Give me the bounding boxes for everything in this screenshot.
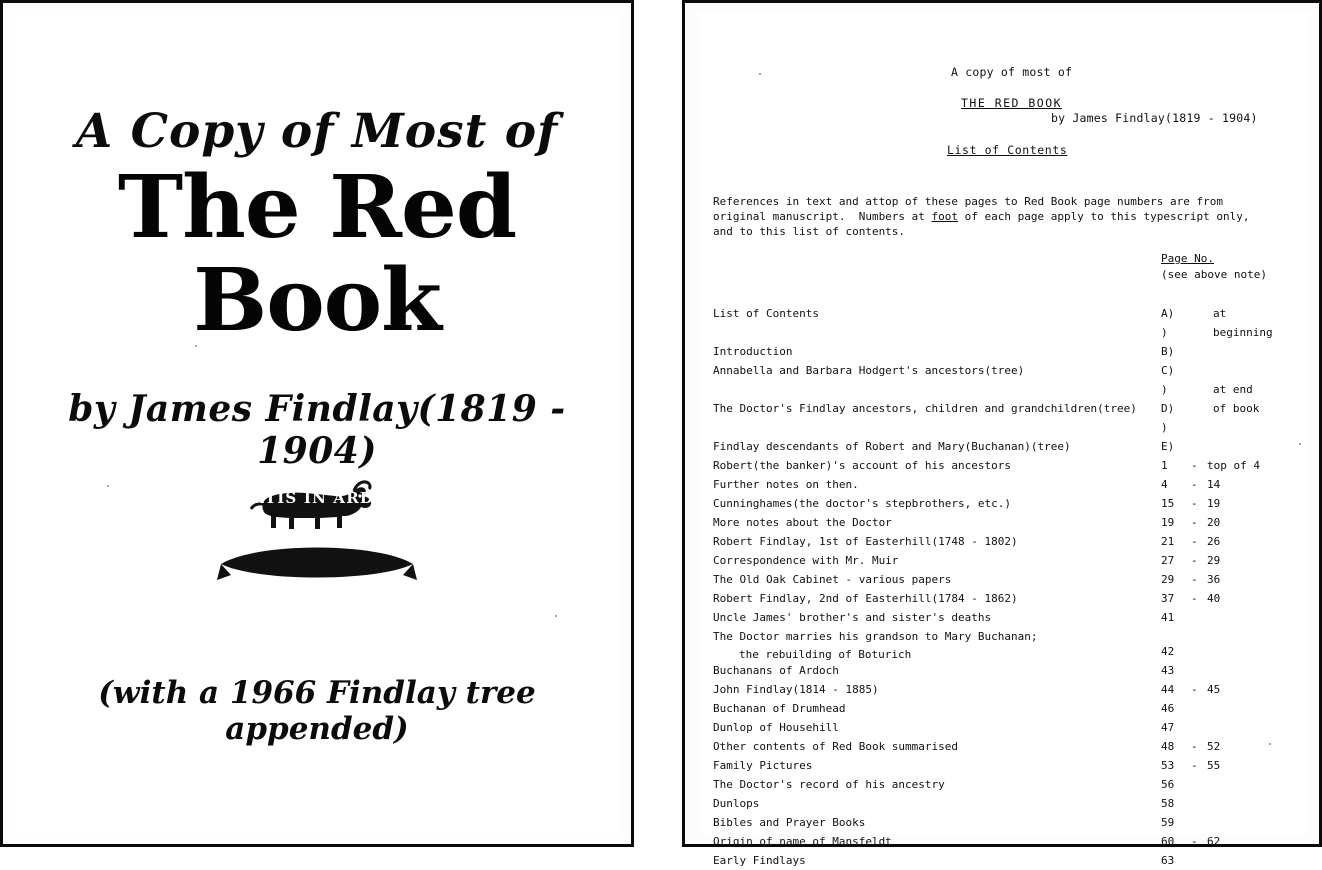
- toc-entry-page-start: D): [1161, 402, 1175, 415]
- toc-entry-title: The Doctor's Findlay ancestors, children and grandchildren(tree): [713, 402, 1137, 415]
- contents-header-author: by James Findlay(1819 - 1904): [1051, 111, 1258, 125]
- toc-entry-page-start: 42: [1161, 645, 1175, 658]
- toc-entry-title: Bibles and Prayer Books: [713, 816, 866, 829]
- toc-entry-page-end: 40: [1207, 592, 1221, 605]
- toc-entry-dash: -: [1191, 683, 1198, 696]
- toc-row: [713, 661, 1301, 680]
- toc-entry-page-end: 14: [1207, 478, 1221, 491]
- toc-entry-page-start: 56: [1161, 778, 1175, 791]
- toc-entry-page-start: 29: [1161, 573, 1175, 586]
- toc-entry-page-start: ): [1161, 326, 1168, 339]
- page-number-column-header: [1161, 251, 1267, 283]
- toc-entry-dash: -: [1191, 497, 1198, 510]
- toc-row: [713, 589, 1301, 608]
- contents-page-inner: [699, 13, 1309, 867]
- toc-row: [713, 718, 1301, 737]
- toc-entry-page-start: 27: [1161, 554, 1175, 567]
- toc-entry-page-start: 44: [1161, 683, 1175, 696]
- toc-row: [713, 851, 1301, 870]
- toc-entry-dash: -: [1191, 516, 1198, 529]
- toc-entry-page-end: 62: [1207, 835, 1221, 848]
- toc-entry-page-start: ): [1161, 383, 1168, 396]
- toc-row: [713, 775, 1301, 794]
- toc-row: [713, 627, 1301, 661]
- table-of-contents: [713, 304, 1301, 870]
- title-line-1: A Copy of Most of: [75, 104, 559, 159]
- toc-row: [713, 756, 1301, 775]
- title-line-2: The Red Book: [117, 157, 517, 352]
- toc-entry-page-start: ): [1161, 421, 1168, 434]
- title-subtitle-line: (with a 1966 Findlay tree appended): [98, 675, 536, 747]
- toc-entry-page-start: 58: [1161, 797, 1175, 810]
- toc-row: [713, 380, 1301, 399]
- toc-entry-page-start: 19: [1161, 516, 1175, 529]
- toc-entry-note: of book: [1213, 402, 1260, 415]
- toc-entry-page-start: C): [1161, 364, 1175, 377]
- toc-entry-page-end: 26: [1207, 535, 1221, 548]
- toc-row: [713, 608, 1301, 627]
- toc-row: [713, 532, 1301, 551]
- toc-row: [713, 813, 1301, 832]
- toc-row: [713, 304, 1301, 323]
- toc-entry-page-start: 46: [1161, 702, 1175, 715]
- toc-entry-page-start: 63: [1161, 854, 1175, 867]
- toc-entry-title: Buchanans of Ardoch: [713, 664, 839, 677]
- toc-entry-title: Early Findlays: [713, 854, 806, 867]
- toc-entry-page-start: E): [1161, 440, 1175, 453]
- title-author-line: by James Findlay(1819 - 1904): [68, 388, 566, 473]
- toc-entry-title: Cunninghames(the doctor's stepbrothers, etc.): [713, 497, 1012, 510]
- toc-entry-title: Correspondence with Mr. Muir: [713, 554, 899, 567]
- toc-entry-note: at end: [1213, 383, 1253, 396]
- toc-entry-dash: -: [1191, 759, 1198, 772]
- toc-entry-title: Dunlops: [713, 797, 760, 810]
- toc-entry-page-start: 21: [1161, 535, 1175, 548]
- toc-row: [713, 342, 1301, 361]
- toc-entry-title: Origin of name of Mansfeldt: [713, 835, 892, 848]
- toc-row: [713, 680, 1301, 699]
- toc-entry-title: Robert Findlay, 2nd of Easterhill(1784 - 1862): [713, 592, 1018, 605]
- toc-entry-page-start: 53: [1161, 759, 1175, 772]
- toc-entry-page-start: 48: [1161, 740, 1175, 753]
- toc-entry-title: More notes about the Doctor: [713, 516, 892, 529]
- toc-entry-dash: -: [1191, 554, 1198, 567]
- toc-row: [713, 494, 1301, 513]
- toc-entry-note: at: [1213, 307, 1227, 320]
- motto-text: FORTIS IN ARDUIS: [225, 489, 409, 507]
- toc-entry-page-end: 52: [1207, 740, 1221, 753]
- toc-entry-title: Family Pictures: [713, 759, 813, 772]
- title-page-inner: [15, 15, 619, 832]
- toc-row: [713, 513, 1301, 532]
- toc-entry-title: The Doctor marries his grandson to Mary Buchanan; the rebuilding of Boturich: [713, 630, 1038, 661]
- contents-header-section: List of Contents: [947, 143, 1068, 157]
- toc-entry-dash: -: [1191, 573, 1198, 586]
- toc-entry-title: Buchanan of Drumhead: [713, 702, 846, 715]
- toc-entry-dash: -: [1191, 740, 1198, 753]
- contents-header-title: THE RED BOOK: [961, 96, 1063, 110]
- toc-entry-dash: -: [1191, 459, 1198, 472]
- toc-row: [713, 737, 1301, 756]
- page-gutter: [634, 0, 682, 847]
- toc-row: [713, 418, 1301, 437]
- toc-row: [713, 323, 1301, 342]
- toc-entry-title: Further notes on then.: [713, 478, 859, 491]
- toc-entry-dash: -: [1191, 535, 1198, 548]
- toc-row: [713, 361, 1301, 380]
- contents-note: References in text and attop of these pages to Red Book page numbers are from original manuscript. Numbers at foot of each page apply to this typescript only, and to this list of contents.: [713, 195, 1250, 238]
- page-no-sublabel: (see above note): [1161, 267, 1267, 281]
- toc-entry-page-end: 29: [1207, 554, 1221, 567]
- toc-entry-page-end: 20: [1207, 516, 1221, 529]
- toc-row: [713, 551, 1301, 570]
- title-page: [0, 0, 634, 847]
- toc-row: [713, 832, 1301, 851]
- motto-ribbon: [217, 530, 417, 586]
- toc-entry-page-start: 60: [1161, 835, 1175, 848]
- toc-entry-page-start: 4: [1161, 478, 1168, 491]
- toc-entry-page-end: 45: [1207, 683, 1221, 696]
- page-no-label: Page No.: [1161, 252, 1214, 265]
- toc-entry-page-start: 59: [1161, 816, 1175, 829]
- toc-entry-title: The Old Oak Cabinet - various papers: [713, 573, 952, 586]
- toc-entry-page-end: top of 4: [1207, 459, 1260, 472]
- toc-entry-page-end: 19: [1207, 497, 1221, 510]
- toc-entry-dash: -: [1191, 835, 1198, 848]
- toc-entry-title: Findlay descendants of Robert and Mary(Buchanan)(tree): [713, 440, 1071, 453]
- toc-row: [713, 399, 1301, 418]
- toc-row: [713, 437, 1301, 456]
- toc-entry-note: beginning: [1213, 326, 1273, 339]
- toc-entry-page-start: 43: [1161, 664, 1175, 677]
- contents-page: [682, 0, 1322, 867]
- toc-entry-page-start: 1: [1161, 459, 1168, 472]
- toc-entry-page-end: 36: [1207, 573, 1221, 586]
- toc-entry-title: Other contents of Red Book summarised: [713, 740, 959, 753]
- toc-entry-title: List of Contents: [713, 307, 819, 320]
- toc-entry-dash: -: [1191, 478, 1198, 491]
- toc-entry-page-start: 15: [1161, 497, 1175, 510]
- title-block: [15, 104, 619, 473]
- toc-entry-page-start: B): [1161, 345, 1175, 358]
- toc-entry-title: Annabella and Barbara Hodgert's ancestors(tree): [713, 364, 1025, 377]
- toc-row: [713, 475, 1301, 494]
- crest: [15, 470, 619, 600]
- toc-entry-dash: -: [1191, 592, 1198, 605]
- contents-header-copy-of: A copy of most of: [951, 65, 1073, 79]
- toc-row: [713, 794, 1301, 813]
- toc-entry-title: Robert(the banker)'s account of his ancestors: [713, 459, 1012, 472]
- toc-entry-page-start: 47: [1161, 721, 1175, 734]
- toc-row: [713, 570, 1301, 589]
- toc-entry-page-start: 37: [1161, 592, 1175, 605]
- toc-row: [713, 699, 1301, 718]
- toc-entry-title: The Doctor's record of his ancestry: [713, 778, 945, 791]
- toc-row: [713, 456, 1301, 475]
- toc-entry-page-end: 55: [1207, 759, 1221, 772]
- toc-entry-subtitle: the rebuilding of Boturich: [739, 648, 912, 661]
- toc-entry-title: Robert Findlay, 1st of Easterhill(1748 - 1802): [713, 535, 1018, 548]
- toc-entry-title: Dunlop of Househill: [713, 721, 839, 734]
- toc-entry-title: Introduction: [713, 345, 793, 358]
- toc-entry-title: John Findlay(1814 - 1885): [713, 683, 879, 696]
- toc-entry-page-start: 41: [1161, 611, 1175, 624]
- toc-entry-page-start: A): [1161, 307, 1175, 320]
- toc-entry-title: Uncle James' brother's and sister's deaths: [713, 611, 992, 624]
